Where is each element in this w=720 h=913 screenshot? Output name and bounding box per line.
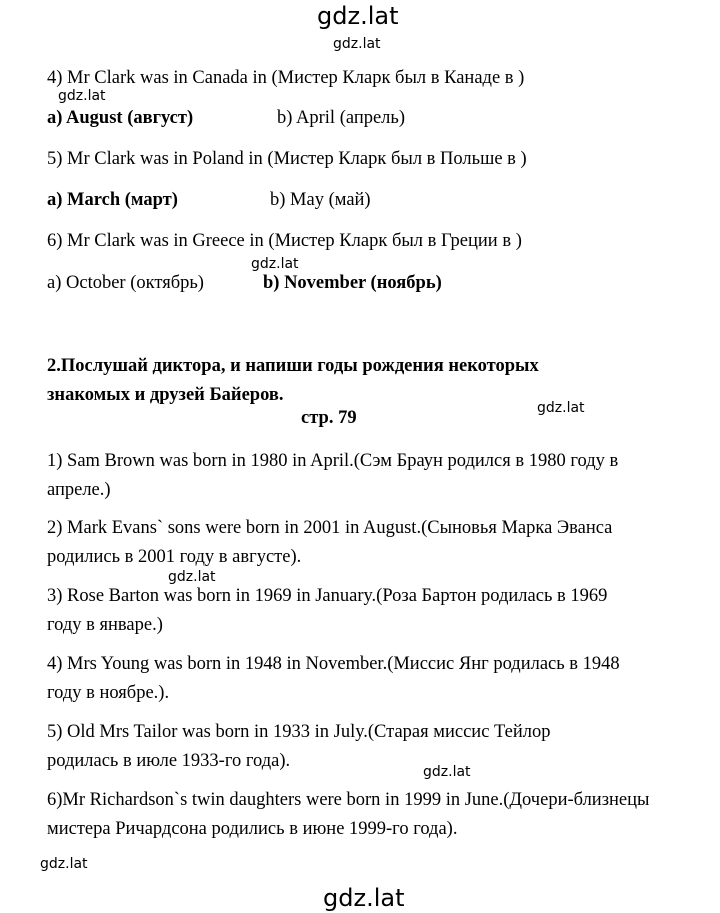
question-6-option-b: b) November (ноябрь) (263, 273, 442, 293)
list-item: 1) Sam Brown was born in 1980 in April.(Сэм Браун родился в 1980 году в апреле.) (47, 451, 619, 500)
watermark-heading: gdz.lat (537, 400, 585, 416)
watermark-q4: gdz.lat (58, 88, 106, 104)
list-item: 4) Mrs Young was born in 1948 in November.(Миссис Янг родилась в 1948 году в ноябре.). (47, 654, 620, 703)
list-item: 2) Mark Evans` sons were born in 2001 in August.(Сыновья Марка Эванса родились в 2001 году в августе). (47, 518, 613, 567)
task-2-heading: 2.Послушай диктора, и напиши годы рождения некоторых знакомых и друзей Байеров. (47, 356, 539, 405)
page-reference: стр. 79 (301, 408, 357, 428)
list-item: 3) Rose Barton was born in 1969 in January.(Роза Бартон родилась в 1969 году в январе.) (47, 586, 608, 635)
question-4-option-a: a) August (август) (47, 108, 194, 128)
question-4-text: 4) Mr Clark was in Canada in (Мистер Кларк был в Канаде в ) (47, 68, 525, 88)
question-5-option-b: b) May (май) (270, 190, 371, 210)
watermark-q6: gdz.lat (251, 256, 299, 272)
list-item: 6)Mr Richardson`s twin daughters were born in 1999 in June.(Дочери-близнецы мистера Ричардсона родились в июне 1999-го года). (47, 790, 650, 839)
question-4-option-b: b) April (апрель) (277, 108, 406, 128)
watermark-bottom: gdz.lat (323, 884, 405, 912)
question-5-text: 5) Mr Clark was in Poland in (Мистер Кларк был в Польше в ) (47, 149, 527, 169)
question-6-text: 6) Mr Clark was in Greece in (Мистер Кларк был в Греции в ) (47, 231, 522, 251)
list-item: 5) Old Mrs Tailor was born in 1933 in July.(Старая миссис Тейлор родилась в июле 1933-го года). (47, 722, 551, 771)
watermark-item5: gdz.lat (423, 764, 471, 780)
watermark-top: gdz.lat (317, 2, 399, 30)
watermark-top-small: gdz.lat (333, 36, 381, 52)
question-5-option-a: a) March (март) (47, 190, 178, 210)
watermark-bottom-small: gdz.lat (40, 856, 88, 872)
question-6-option-a: a) October (октябрь) (47, 273, 204, 293)
watermark-item3: gdz.lat (168, 569, 216, 585)
